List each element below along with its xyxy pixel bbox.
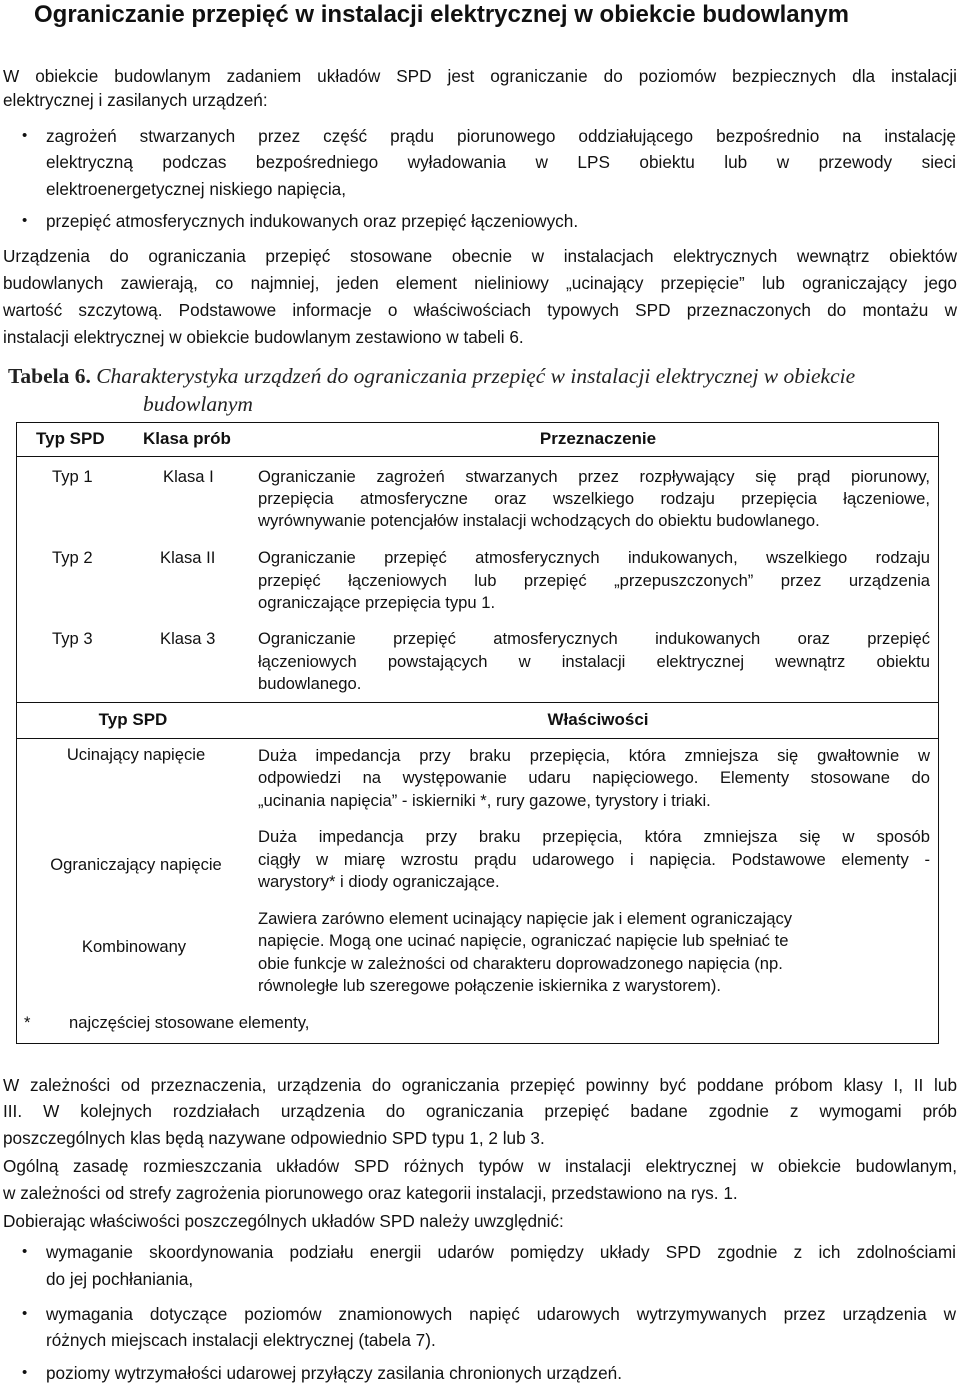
table-header-cell: Klasa prób [143, 429, 231, 448]
text-line: W obiekcie budowlanym zadaniem układów SPD jest ograniczanie do poziomów bezpiecznych dla instalacji [3, 66, 957, 86]
table-cell-desc: obie funkcje w zależności od charakteru doprowadzonego napięcia (np. [258, 954, 783, 973]
table-cell-type: Typ 3 [52, 629, 93, 648]
text-line: w zależności od strefy zagrożenia piorunowego oraz kategorii instalacji, przedstawiono na rys. 1. [3, 1183, 738, 1203]
text-line: Dobierając właściwości poszczególnych układów SPD należy uwzględnić: [3, 1211, 564, 1231]
page-title: Ograniczanie przepięć w instalacji elektrycznej w obiekcie budowlanym [34, 1, 849, 28]
table-cell-desc: równoległe lub szeregowe połączenie iskiernika z warystorem). [258, 976, 721, 995]
list-item: • wymaganie skoordynowania podziału energii udarów pomiędzy układy SPD zgodnie z ich zdolnościami [46, 1240, 956, 1264]
list-item: • wymagania dotyczące poziomów znamionowych napięć udarowych wytrzymywanych przez urządzenia w [46, 1302, 956, 1326]
table-cell-type: Typ 2 [52, 548, 93, 567]
table-cell-desc: napięcie. Mogą one ucinać napięcie, ograniczać napięcie lub spełniać te [258, 931, 789, 950]
text-line: elektryczną podczas bezpośredniego wyładowania w LPS obiektu lub w przewody sieci [46, 152, 956, 172]
footnote: najczęściej stosowane elementy, [69, 1013, 310, 1032]
table-cell-desc: Ograniczanie przepięć atmosferycznych indukowanych oraz przepięć [258, 629, 930, 648]
table-caption-text: Charakterystyka urządzeń do ograniczania przepięć w instalacji elektrycznej w obiekcie [96, 364, 856, 388]
text-line: elektroenergetycznej niskiego napięcia, [46, 179, 347, 199]
table-cell-desc: Duża impedancja przy braku przepięcia, która zmniejsza się w sposób [258, 827, 930, 846]
table-cell-desc: odpowiedzi na występowanie udaru napięciowego. Elementy stosowane do [258, 768, 930, 787]
table-cell-desc: Zawiera zarówno element ucinający napięcie jak i element ograniczający [258, 909, 793, 928]
list-item: • poziomy wytrzymałości udarowej przyłączy zasilania chronionych urządzeń. [46, 1361, 956, 1385]
table-cell-class: Klasa I [163, 467, 214, 486]
table-cell-desc: budowlanego. [258, 674, 362, 693]
table-cell-desc: warystory* i diody ograniczające. [258, 872, 500, 891]
text-line: III. W kolejnych rozdziałach urządzenia do ograniczania przepięć badane zgodnie z wymogami prób [3, 1101, 957, 1121]
text-line: do jej pochłaniania, [46, 1269, 194, 1289]
table-cell-desc: ograniczające przepięcia typu 1. [258, 593, 496, 612]
table-cell-desc: wyrównywanie potencjałów instalacji wchodzących do obiektu budowlanego. [258, 511, 820, 530]
table-cell-desc: „ucinania napięcia” - iskierniki *, rury gazowe, tyrystory i triaki. [258, 791, 711, 810]
text-line: różnych miejscach instalacji elektrycznej (tabela 7). [46, 1330, 436, 1350]
table-cell-desc: łączeniowych powstających w instalacji elektrycznej wewnątrz obiektu [258, 652, 930, 671]
table-cell-desc: przepięcia atmosferyczne oraz wszelkiego rodzaju przepięcia łączeniowe, [258, 489, 930, 508]
table-cell-desc: Ograniczanie przepięć atmosferycznych indukowanych, wszelkiego rodzaju [258, 548, 930, 567]
text-line: Ogólną zasadę rozmieszczania układów SPD różnych typów w instalacji elektrycznej w obiekcie budowlanym, [3, 1156, 957, 1176]
table-caption-text: budowlanym [143, 392, 253, 416]
text-line: W zależności od przeznaczenia, urządzenia do ograniczania przepięć powinny być poddane próbom klasy I, II lub [3, 1075, 957, 1095]
list-item: • przepięć atmosferycznych indukowanych oraz przepięć łączeniowych. [46, 209, 956, 233]
table-header-cell: Typ SPD [36, 429, 105, 448]
table-divider [16, 456, 939, 457]
text-line: Urządzenia do ograniczania przepięć stosowane obecnie w instalacjach elektrycznych wewnątrz obiektów [3, 246, 957, 266]
table-caption [8, 363, 855, 390]
table-cell-desc: Ograniczanie zagrożeń stwarzanych przez rozpływający się prąd piorunowy, [258, 467, 930, 486]
table-header-cell: Właściwości [547, 710, 649, 729]
table-header-cell: Przeznaczenie [539, 429, 657, 448]
table-cell-desc: Duża impedancja przy braku przepięcia, która zmniejsza się gwałtownie w [258, 746, 930, 765]
text-line: wartość szczytową. Podstawowe informacje o właściwościach typowych SPD przeznaczonych do montażu w [3, 300, 957, 320]
table-cell-desc: ciągły w miarę wzrostu prądu udarowego i napięcia. Podstawowe elementy - [258, 850, 930, 869]
table-divider [16, 738, 939, 739]
table-cell-type: Kombinowany [81, 937, 187, 956]
table-cell-desc: przepięć łączeniowych lub przepięć „przepuszczonych” przez urządzenia [258, 571, 930, 590]
text-line: budowlanych zawierają, co najmniej, jeden element nieliniowy „ucinający przepięcie” lub ograniczający jego [3, 273, 957, 293]
text-line: instalacji elektrycznej w obiekcie budowlanym zestawiono w tabeli 6. [3, 327, 524, 347]
table-header-cell: Typ SPD [98, 710, 168, 729]
table-cell-class: Klasa 3 [160, 629, 216, 648]
table-cell-type: Ucinający napięcie [66, 745, 206, 764]
footnote-marker: * [24, 1013, 31, 1032]
table-cell-type: Ograniczający napięcie [50, 855, 222, 874]
text-line: poszczególnych klas będą nazywane odpowiednio SPD typu 1, 2 lub 3. [3, 1128, 545, 1148]
table-caption-label: Tabela 6. [8, 364, 91, 388]
text-line: elektrycznej i zasilanych urządzeń: [3, 90, 268, 110]
table-cell-type: Typ 1 [52, 467, 93, 486]
list-item: • zagrożeń stwarzanych przez część prądu piorunowego oddziałującego bezpośrednio na instalację [46, 124, 956, 148]
table-cell-class: Klasa II [160, 548, 216, 567]
